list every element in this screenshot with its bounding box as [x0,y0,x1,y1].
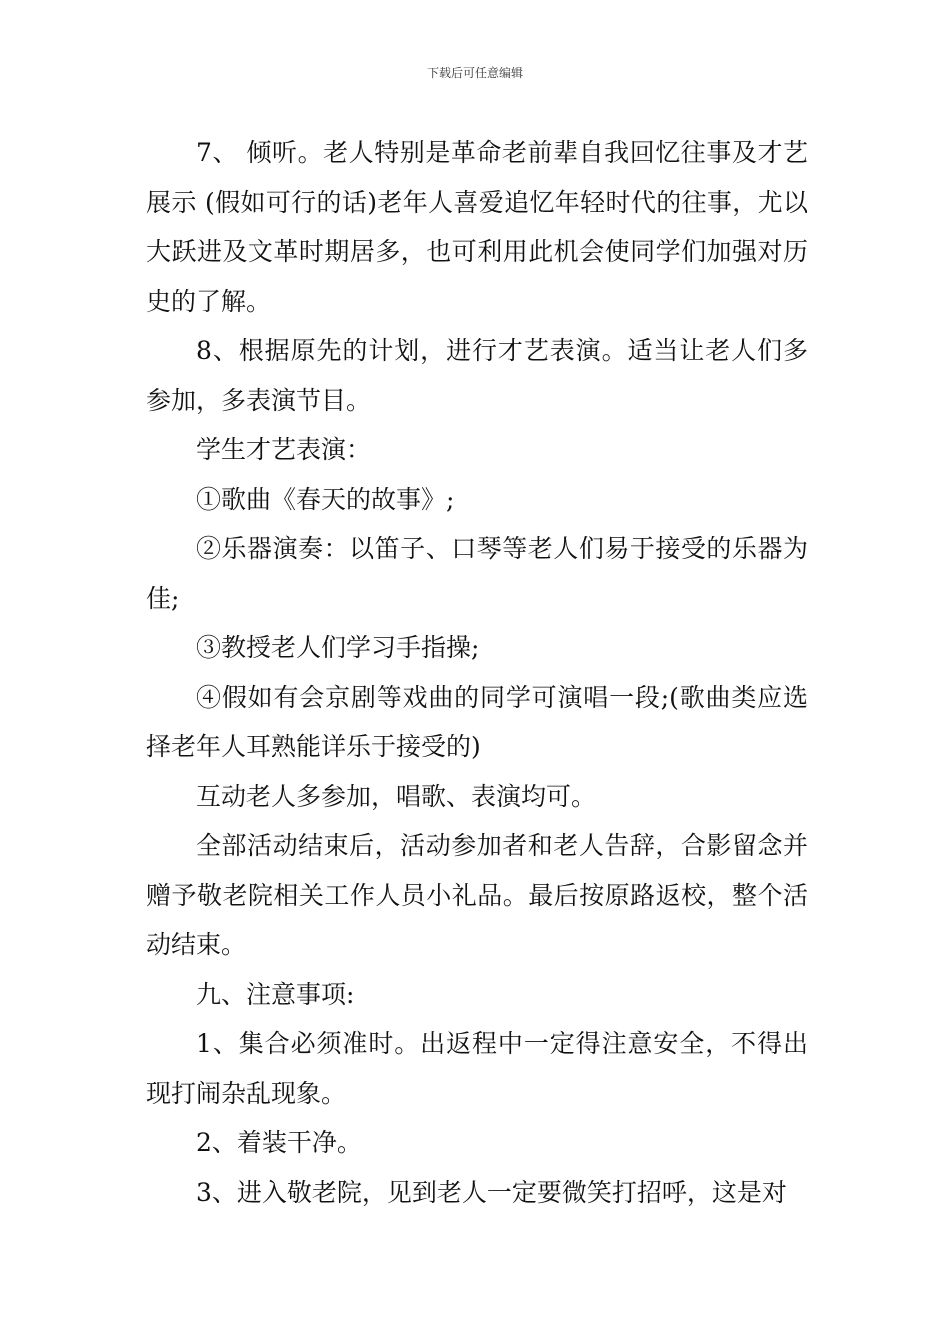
paragraph-listening: 7、 倾听。老人特别是革命老前辈自我回忆往事及才艺展示 (假如可行的话)老年人喜爱追忆年轻时代的往事，尤以大跃进及文革时期居多，也可利用此机会使同学们加强对历史的了解。 [146,138,808,316]
section-heading-notes: 九、注意事项: [196,979,355,1009]
paragraph-student-performance-heading: 学生才艺表演： [196,435,372,464]
document-body [146,128,808,1217]
note-item-greeting: 3、进入敬老院，见到老人一定要微笑打招呼，这是对 [196,1177,787,1207]
list-item-finger-exercise: ③教授老人们学习手指操; [196,633,480,662]
list-item-opera: ④假如有会京剧等戏曲的同学可演唱一段;(歌曲类应选择老年人耳熟能详乐于接受的) [146,682,808,761]
page-header-note: 下载后可任意编辑 [426,66,523,80]
paragraph-activity-end: 全部活动结束后，活动参加者和老人告辞，合影留念并赠予敬老院相关工作人员小礼品。最后按原路返校，整个活动结束。 [146,831,808,959]
list-item-instrument: ②乐器演奏：以笛子、口琴等老人们易于接受的乐器为佳; [146,534,808,613]
note-item-attire: 2、着装干净。 [196,1128,362,1157]
paragraph-performance-plan: 8、根据原先的计划，进行才艺表演。适当让老人们多参加，多表演节目。 [146,336,808,415]
paragraph-interaction: 互动老人多参加，唱歌、表演均可。 [196,781,597,811]
note-item-punctuality: 1、集合必须准时。出返程中一定得注意安全，不得出现打闹杂乱现象。 [146,1029,808,1108]
list-item-song: ①歌曲《春天的故事》; [196,484,455,514]
